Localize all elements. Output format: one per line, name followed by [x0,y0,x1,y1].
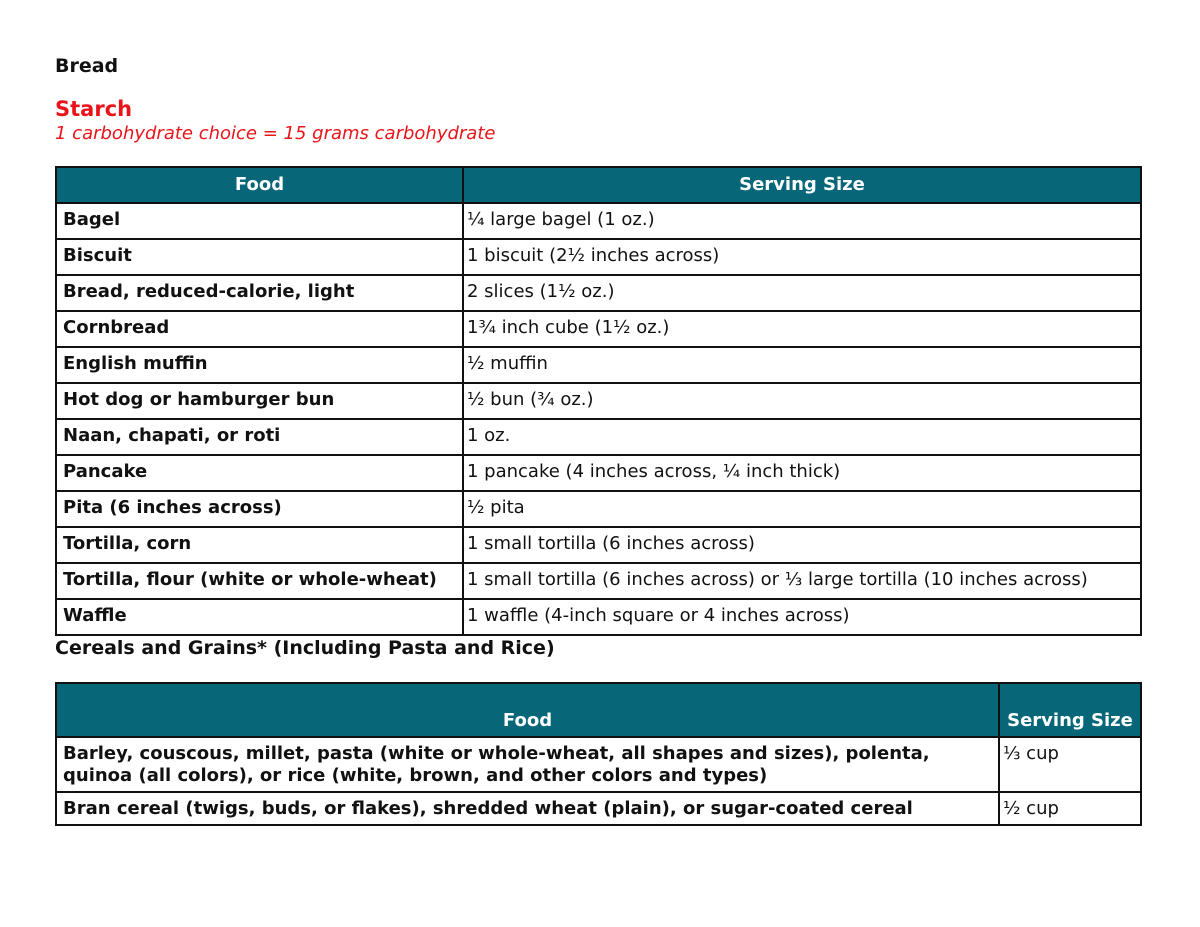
serving-cell: ½ pita [463,491,1141,527]
cereals-title: Cereals and Grains* (Including Pasta and Rice) [55,637,555,659]
table-row [56,737,1141,792]
serving-cell: ⅓ cup [999,737,1141,792]
table-row [56,347,1141,383]
serving-cell: 1 waffle (4-inch square or 4 inches across) [463,599,1141,635]
food-cell [56,792,999,825]
table-row [56,203,1141,239]
table-row [56,455,1141,491]
cereals-table-header [56,683,1141,737]
table-row [56,792,1141,825]
food-cell: Biscuit [56,239,463,275]
starch-title: Starch [55,97,133,121]
serving-cell: 1 small tortilla (6 inches across) or ⅓ large tortilla (10 inches across) [463,563,1141,599]
section-title: Bread [55,55,119,77]
table-row [56,239,1141,275]
table-row [56,527,1141,563]
food-cell: Hot dog or hamburger bun [56,383,463,419]
starch-subtitle: 1 carbohydrate choice = 15 grams carbohydrate [55,123,496,144]
serving-cell: ¼ large bagel (1 oz.) [463,203,1141,239]
food-column-header: Food [56,683,999,737]
serving-cell: 1¾ inch cube (1½ oz.) [463,311,1141,347]
serving-cell: ½ muffin [463,347,1141,383]
food-cell: Bagel [56,203,463,239]
serving-cell: 1 pancake (4 inches across, ¼ inch thick) [463,455,1141,491]
cereals-table [55,682,1142,826]
food-cell: Tortilla, flour (white or whole-wheat) [56,563,463,599]
bread-table-header [56,167,1141,203]
bread-table [55,166,1142,636]
serving-cell: 1 biscuit (2½ inches across) [463,239,1141,275]
food-column-header: Food [56,167,463,203]
table-row [56,275,1141,311]
serving-cell: 1 small tortilla (6 inches across) [463,527,1141,563]
food-cell: Tortilla, corn [56,527,463,563]
table-row [56,599,1141,635]
serving-size-column-header: Serving Size [463,167,1141,203]
table-row [56,383,1141,419]
serving-cell: ½ cup [999,792,1141,825]
food-cell: Cornbread [56,311,463,347]
serving-cell: ½ bun (¾ oz.) [463,383,1141,419]
serving-size-column-header: Serving Size [999,683,1141,737]
serving-cell: 1 oz. [463,419,1141,455]
food-line: Barley, couscous, millet, pasta (white or whole-wheat, all shapes and sizes), polenta, [63,743,930,764]
table-row [56,491,1141,527]
food-line: quinoa (all colors), or rice (white, brown, and other colors and types) [63,765,768,786]
food-cell: Bread, reduced-calorie, light [56,275,463,311]
food-cell: English muffin [56,347,463,383]
food-cell: Pancake [56,455,463,491]
table-row [56,311,1141,347]
food-cell: Waffle [56,599,463,635]
food-cell: Naan, chapati, or roti [56,419,463,455]
food-line: Bran cereal (twigs, buds, or flakes), shredded wheat (plain), or sugar-coated cereal [63,798,913,819]
table-row [56,563,1141,599]
serving-cell: 2 slices (1½ oz.) [463,275,1141,311]
table-row [56,419,1141,455]
food-cell: Pita (6 inches across) [56,491,463,527]
food-cell [56,737,999,792]
